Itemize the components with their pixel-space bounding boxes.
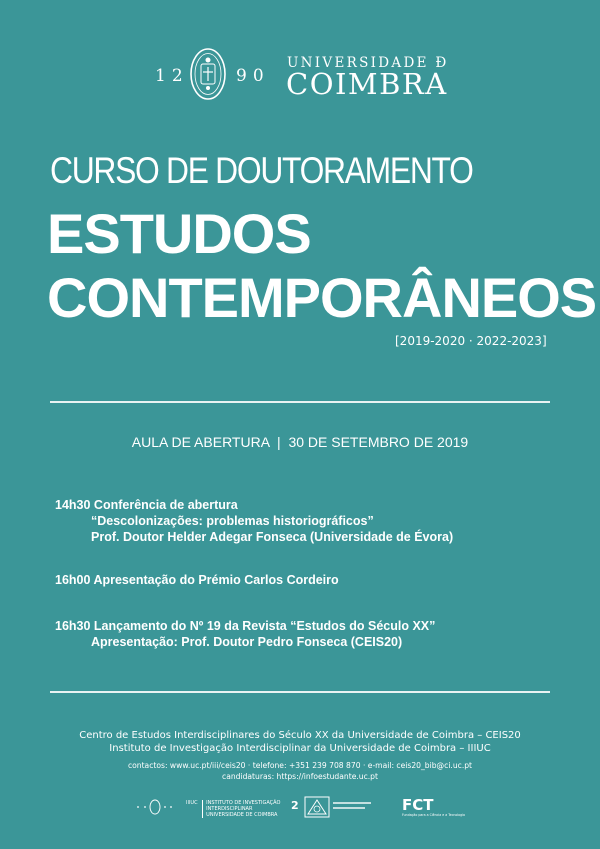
program-item <box>55 497 453 545</box>
fct-logo: FCT <box>402 796 434 814</box>
divider-top <box>50 401 550 403</box>
iiiuc-logo <box>186 800 280 818</box>
divider-bottom <box>50 691 550 693</box>
program-item-title: 14h30 Conferência de abertura <box>55 498 238 512</box>
iiiuc-line3: UNIVERSIDADE DE COIMBRA <box>206 812 278 818</box>
program-item-speaker: Apresentação: Prof. Doutor Pedro Fonseca (CEIS20) <box>91 635 403 649</box>
ceis20-number: 2 <box>291 799 299 812</box>
program-item-speaker: Prof. Doutor Helder Adegar Fonseca (Universidade de Évora) <box>91 530 454 544</box>
footer-org-ceis20: Centro de Estudos Interdisciplinares do Século XX da Universidade de Coimbra – CEIS20 <box>79 730 521 741</box>
ceis20-logo-icon <box>304 796 330 818</box>
ceis20-logo-text <box>333 802 373 809</box>
uc-seal-icon <box>133 799 178 815</box>
university-name-bottom: COIMBRA <box>286 67 448 101</box>
footer-org-iiiuc: Instituto de Investigação Interdisciplinar da Universidade de Coimbra – IIIUC <box>109 743 491 754</box>
program-item-title: 16h30 Lançamento do Nº 19 da Revista “Estudos do Século XX” <box>55 619 436 633</box>
fct-subtitle: Fundação para a Ciência e a Tecnologia <box>402 813 465 817</box>
year-right: 90 <box>236 66 270 86</box>
program-item-title: 16h00 Apresentação do Prémio Carlos Cordeiro <box>55 573 339 587</box>
course-years: [2019-2020 · 2022-2023] <box>395 334 547 348</box>
program-item <box>55 618 435 650</box>
contacts-line: contactos: www.uc.pt/iii/ceis20 · telefone: +351 239 708 870 · e-mail: ceis20_bib@ci.uc.pt <box>127 761 473 770</box>
course-title-line1: ESTUDOS <box>47 202 311 265</box>
iiiuc-line2: INTERDISCIPLINAR <box>206 806 253 812</box>
iiiuc-line1: INSTITUTO DE INVESTIGAÇÃO <box>206 800 281 806</box>
program-item-talk: “Descolonizações: problemas historiográficos” <box>91 514 374 528</box>
footer-contacts <box>0 760 600 782</box>
program-item <box>55 572 339 588</box>
applications-line: candidaturas: https://infoestudante.uc.pt <box>222 772 378 781</box>
footer-organizations <box>0 729 600 755</box>
year-left: 12 <box>155 66 189 86</box>
course-type-title: CURSO DE DOUTORAMENTO <box>50 150 473 191</box>
university-seal-icon <box>190 48 226 100</box>
university-name-top: UNIVERSIDADE Ð <box>287 55 449 71</box>
uc-logo <box>133 799 178 815</box>
iiiuc-prefix: IIIUC <box>186 800 198 806</box>
course-title-line2: CONTEMPORÂNEOS <box>47 266 597 329</box>
event-headline: AULA DE ABERTURA | 30 DE SETEMBRO DE 2019 <box>131 434 469 450</box>
